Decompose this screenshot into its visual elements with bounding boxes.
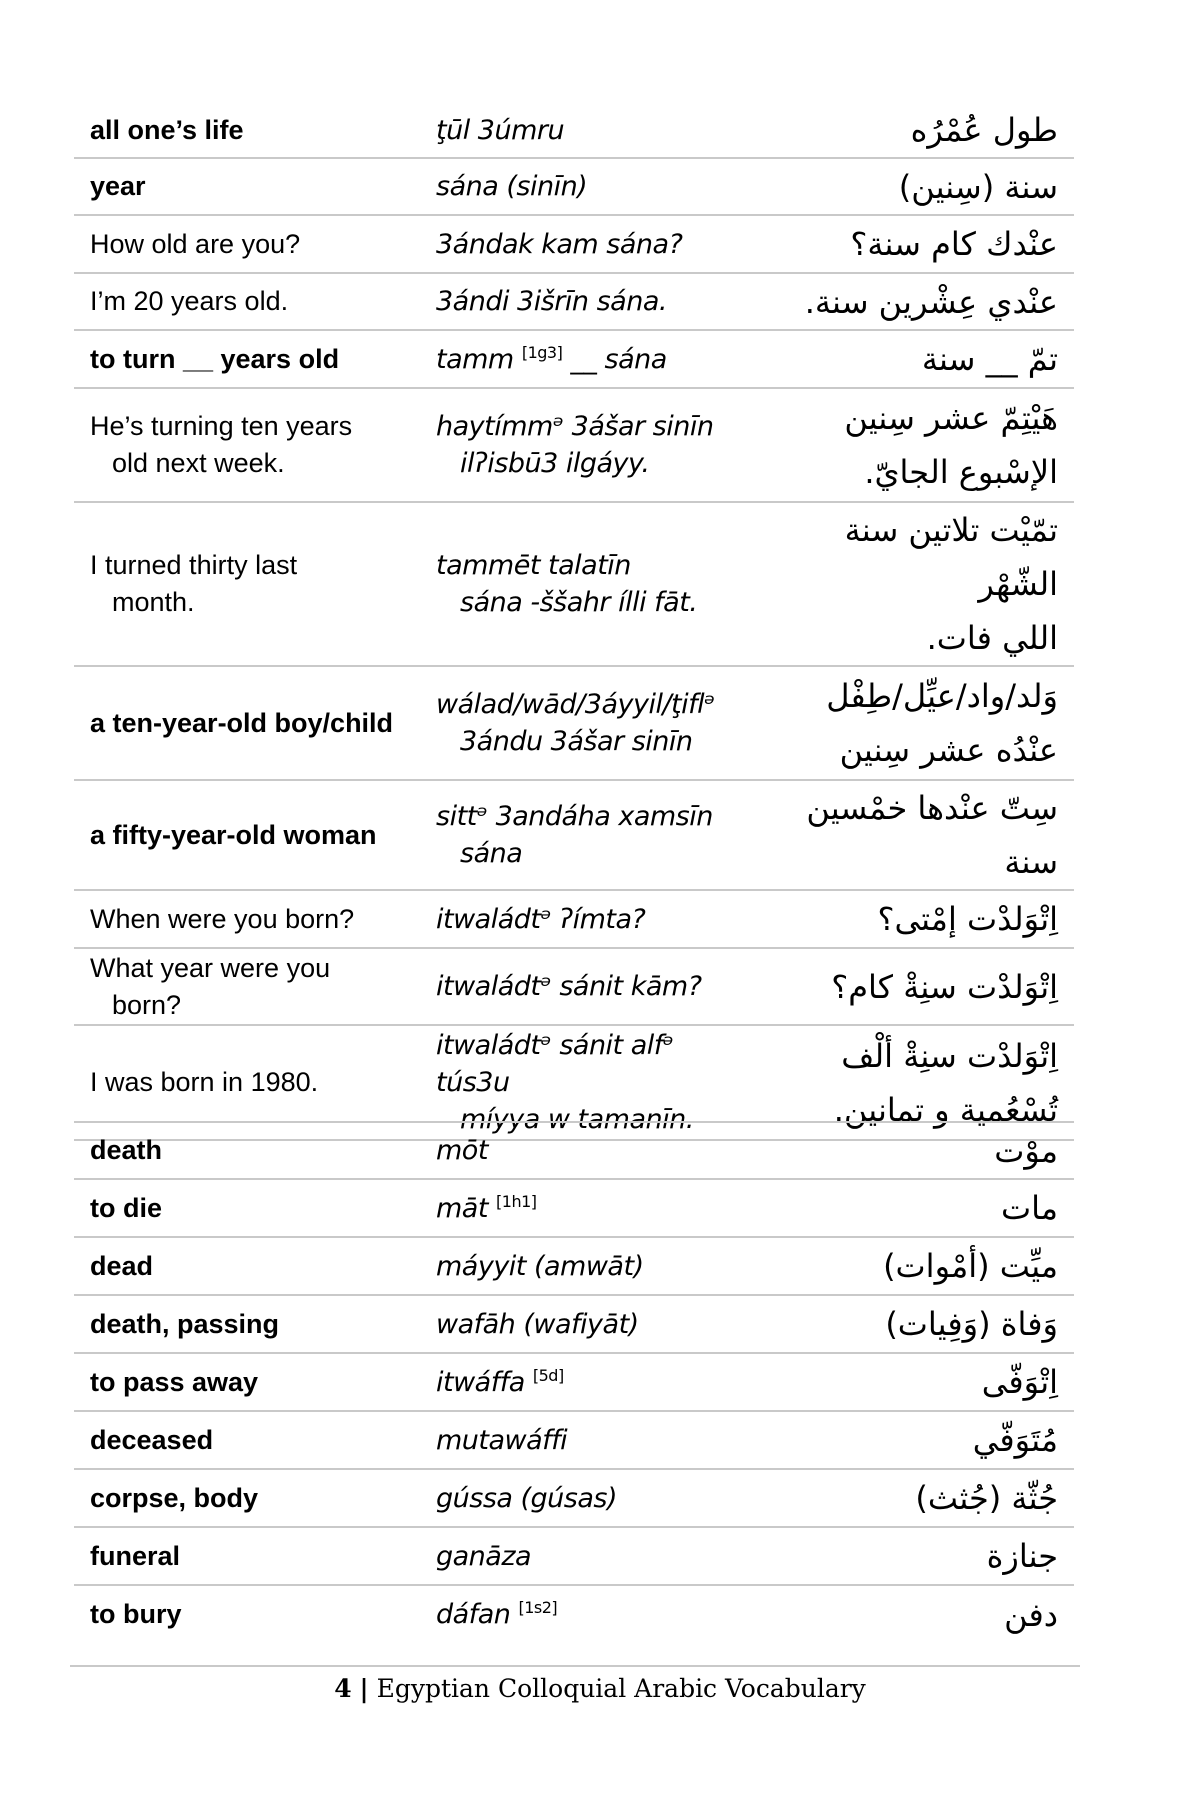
transliteration-main: māt — [436, 1192, 488, 1224]
english-term: death — [74, 1122, 420, 1179]
english-phrase: I was born in 1980. — [74, 1025, 420, 1140]
arabic-term: اِتْوَفّى — [769, 1353, 1074, 1411]
transliteration: 3ándak kam sána? — [420, 215, 769, 273]
english-term: to die — [74, 1179, 420, 1237]
english-phrase — [74, 388, 420, 502]
table-row — [74, 666, 1074, 780]
table-row — [74, 890, 1074, 948]
arabic-term: مُتَوَفّي — [769, 1411, 1074, 1469]
transliteration: wafāh (wafiyāt) — [420, 1295, 769, 1353]
transliteration-line: itwaládtᵊ sánit alfᵊ tús3u — [436, 1030, 674, 1098]
transliteration: gússa (gúsas) — [420, 1469, 769, 1527]
arabic-phrase — [769, 502, 1074, 666]
transliteration: mutawáffi — [420, 1411, 769, 1469]
table-row — [74, 1295, 1074, 1353]
arabic-line: اِتْوَلدْت سنِةْ ألْف — [841, 1036, 1058, 1075]
transliteration: ganāza — [420, 1527, 769, 1585]
table-row — [74, 388, 1074, 502]
arabic-term: ميِّت (أمْوات) — [769, 1237, 1074, 1295]
transliteration: itwaládtᵊ ʔímta? — [420, 890, 769, 948]
arabic-phrase: عنْدك كام سنة؟ — [769, 215, 1074, 273]
transliteration-main: tamm — [436, 343, 514, 375]
english-phrase: When were you born? — [74, 890, 420, 948]
arabic-term: موْت — [769, 1122, 1074, 1179]
arabic-term: جنازة — [769, 1527, 1074, 1585]
transliteration-line: wálad/wād/3áyyil/ţiflᵊ — [436, 689, 715, 720]
table-row — [74, 1411, 1074, 1469]
arabic-line: اللي فات. — [926, 619, 1058, 657]
transliteration-line: haytímmᵊ 3ášar sinīn — [436, 411, 714, 442]
english-line: born? — [112, 989, 182, 1020]
transliteration-line: sána -ššahr ílli fāt. — [460, 587, 698, 618]
vocab-table-age — [74, 103, 1074, 1141]
transliteration-main: itwáffa — [436, 1366, 525, 1398]
english-term: to turn __ years old — [74, 330, 420, 388]
transliteration — [420, 1179, 769, 1237]
arabic-line: تمّيْت تلاتين سنة الشّهْر — [844, 511, 1058, 603]
english-phrase — [74, 502, 420, 666]
table-row — [74, 1179, 1074, 1237]
page-number: 4 — [334, 1674, 352, 1703]
transliteration — [420, 1585, 769, 1643]
table-row — [74, 158, 1074, 215]
transliteration — [420, 780, 769, 890]
table-row — [74, 502, 1074, 666]
arabic-line: هَيْتِمّ عشر سِنين — [844, 399, 1058, 437]
transliteration-rest: __ sána — [570, 343, 667, 375]
english-line: I turned thirty last — [90, 550, 298, 580]
transliteration — [420, 1353, 769, 1411]
english-line: What year were you — [90, 952, 331, 983]
english-term: corpse, body — [74, 1469, 420, 1527]
transliteration: mōt — [420, 1122, 769, 1179]
arabic-phrase: اِتْوَلدْت إمْتى؟ — [769, 890, 1074, 948]
table-row — [74, 103, 1074, 158]
book-title: Egyptian Colloquial Arabic Vocabulary — [376, 1674, 866, 1703]
arabic-term: تمّ __ سنة — [769, 330, 1074, 388]
transliteration: itwaládtᵊ sánit kām? — [420, 948, 769, 1025]
english-phrase: I’m 20 years old. — [74, 273, 420, 330]
page-footer — [0, 1674, 1200, 1703]
transliteration-line: tammēt talatīn — [436, 550, 631, 581]
arabic-term: طول عُمْرُه — [769, 103, 1074, 158]
transliteration: sána (sinīn) — [420, 158, 769, 215]
transliteration — [420, 666, 769, 780]
transliteration-main: dáfan — [436, 1599, 511, 1630]
arabic-term: مات — [769, 1179, 1074, 1237]
english-term: funeral — [74, 1527, 420, 1585]
transliteration: ţūl 3úmru — [420, 103, 769, 158]
english-term: deceased — [74, 1411, 420, 1469]
verb-class-superscript: [1s2] — [518, 1598, 558, 1617]
transliteration-line: ilʔisbū3 ilgáyy. — [460, 448, 650, 479]
arabic-term: سِتّ عنْدها خمْسين سنة — [769, 780, 1074, 890]
arabic-line: عنْدُه عشر سِنين — [839, 731, 1058, 769]
english-line: old next week. — [112, 448, 285, 478]
transliteration-line: sittᵊ 3andáha xamsīn — [436, 801, 713, 832]
transliteration-line: sána — [460, 838, 523, 869]
arabic-line: وَلد/واد/عيِّل/طِفْل — [826, 677, 1058, 715]
transliteration — [420, 502, 769, 666]
english-term: year — [74, 158, 420, 215]
arabic-term: وَفاة (وَفِيات) — [769, 1295, 1074, 1353]
english-term: all one’s life — [74, 103, 420, 158]
english-term: to pass away — [74, 1353, 420, 1411]
table-row — [74, 1469, 1074, 1527]
english-term: death, passing — [74, 1295, 420, 1353]
arabic-line: تُسْعُمية و تمانين. — [833, 1090, 1058, 1129]
table-row — [74, 948, 1074, 1025]
arabic-term: سنة (سِنين) — [769, 158, 1074, 215]
table-row — [74, 1122, 1074, 1179]
arabic-line: الإسْبوع الجايّ. — [864, 453, 1058, 491]
arabic-term: جُثّة (جُثث) — [769, 1469, 1074, 1527]
table-row — [74, 273, 1074, 330]
english-term: a ten-year-old boy/child — [74, 666, 420, 780]
english-term: to bury — [90, 1599, 182, 1629]
arabic-phrase: عنْدي عِشْرين سنة. — [769, 273, 1074, 330]
transliteration — [420, 388, 769, 502]
arabic-term — [769, 666, 1074, 780]
table-row — [74, 780, 1074, 890]
arabic-phrase: اِتْوَلدْت سنِةْ كام؟ — [769, 948, 1074, 1025]
footer-separator: | — [359, 1674, 369, 1703]
transliteration — [420, 330, 769, 388]
english-line: month. — [112, 587, 195, 617]
transliteration-line: míyya w tamanīn. — [460, 1104, 694, 1135]
transliteration: máyyit (amwāt) — [420, 1237, 769, 1295]
english-phrase — [74, 948, 420, 1025]
arabic-phrase — [769, 388, 1074, 502]
table-row — [74, 1237, 1074, 1295]
footer-divider — [70, 1665, 1080, 1667]
verb-class-superscript: [1g3] — [521, 342, 563, 362]
table-row — [74, 330, 1074, 388]
verb-class-superscript: [5d] — [532, 1365, 564, 1385]
transliteration-line: 3ándu 3ášar sinīn — [460, 726, 693, 757]
table-row — [74, 1527, 1074, 1585]
vocab-table-death — [74, 1121, 1074, 1643]
english-term: dead — [74, 1237, 420, 1295]
table-row — [74, 215, 1074, 273]
english-phrase: How old are you? — [74, 215, 420, 273]
verb-class-superscript: [1h1] — [496, 1191, 537, 1211]
table-row — [74, 1585, 1074, 1643]
arabic-term: دفن — [1004, 1595, 1058, 1634]
english-term: a fifty-year-old woman — [74, 780, 420, 890]
english-line: He’s turning ten years — [90, 411, 353, 441]
table-row — [74, 1353, 1074, 1411]
transliteration: 3ándi 3išrīn sána. — [420, 273, 769, 330]
